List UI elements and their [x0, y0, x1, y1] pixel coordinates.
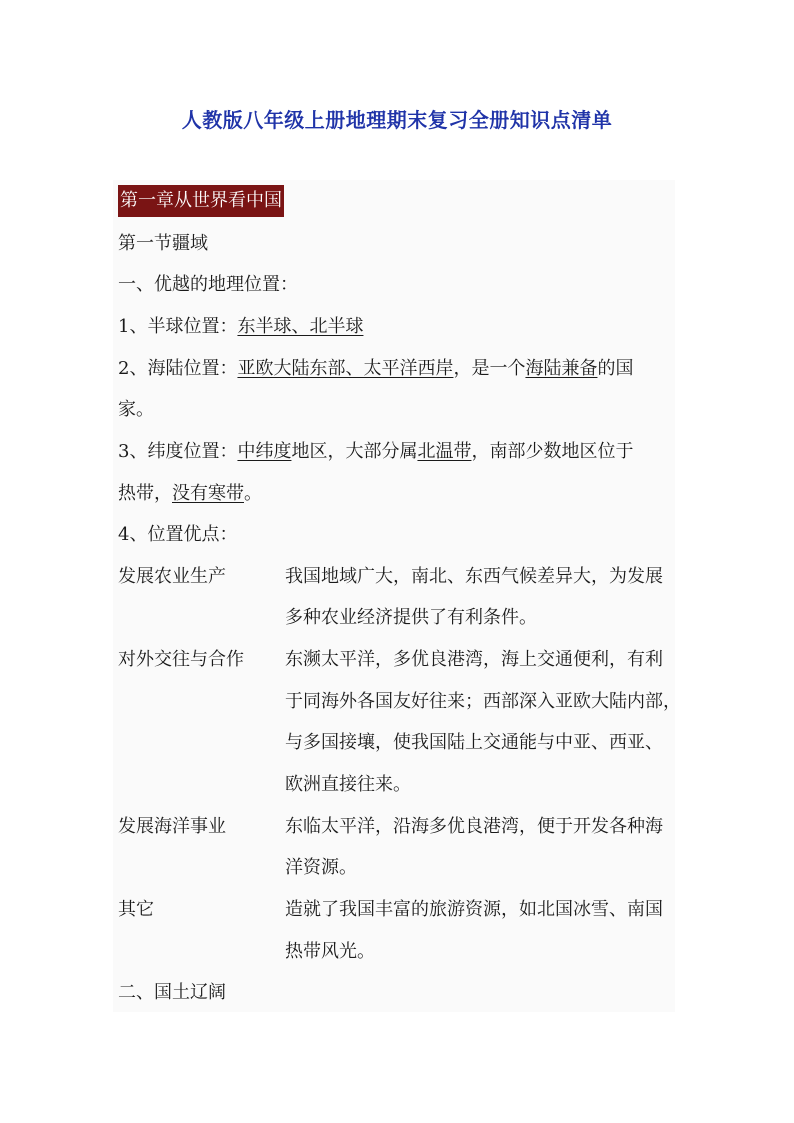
advantage-desc-line: 东临太平洋，沿海多优良港湾，便于开发各种海 [285, 816, 663, 837]
item-text: 地区，大部分属 [291, 441, 418, 462]
advantage-desc-line: 欧洲直接往来。 [285, 774, 411, 795]
item-number: 3 [118, 441, 130, 462]
item-text: 热带， [118, 483, 172, 504]
item-label: 半球位置： [147, 316, 238, 337]
advantage-desc-line: 于同海外各国友好往来；西部深入亚欧大陆内部， [285, 691, 681, 712]
advantage-desc-line: 洋资源。 [285, 857, 357, 878]
advantage-term-other: 其它 [118, 899, 154, 920]
chapter-heading: 第一章从世界看中国 [118, 185, 284, 217]
item-label: 海陆位置： [147, 358, 238, 379]
item-number: 4 [118, 524, 130, 545]
underlined-answer: 亚欧大陆东部、太平洋西岸 [237, 358, 454, 379]
advantage-desc-line: 造就了我国丰富的旅游资源，如北国冰雪、南国 [285, 899, 663, 920]
underlined-answer: 没有寒带 [172, 483, 244, 504]
list-item-advantages [118, 522, 237, 548]
item-label: 位置优点： [147, 524, 238, 545]
item-text: ，南部少数地区位于 [471, 441, 634, 462]
list-item-latitude [118, 439, 633, 465]
advantage-desc-line: 热带风光。 [285, 941, 375, 962]
advantage-term-agriculture: 发展农业生产 [118, 566, 226, 587]
advantage-desc-line: 与多国接壤，使我国陆上交通能与中亚、西亚、 [285, 732, 663, 753]
item-separator: 、 [129, 524, 148, 545]
item-separator: 、 [129, 441, 148, 462]
advantage-desc-line: 多种农业经济提供了有利条件。 [285, 607, 537, 628]
list-item-land-sea-continued: 家。 [118, 399, 154, 420]
list-item-latitude-continued [118, 481, 262, 507]
advantage-desc-line: 我国地域广大，南北、东西气候差异大，为发展 [285, 566, 663, 587]
item-label: 纬度位置： [147, 441, 238, 462]
section-heading: 第一节疆域 [118, 233, 208, 254]
advantage-desc-line: 东濒太平洋，多优良港湾，海上交通便利，有利 [285, 649, 663, 670]
list-item-land-sea [118, 356, 633, 382]
subsection-heading-location: 一、优越的地理位置： [118, 274, 298, 295]
item-separator: 、 [129, 358, 148, 379]
item-text: 的国 [597, 358, 634, 379]
underlined-answer: 北温带 [417, 441, 472, 462]
advantage-term-marine: 发展海洋事业 [118, 816, 226, 837]
subsection-heading-territory: 二、国土辽阔 [118, 982, 226, 1003]
advantage-term-foreign-exchange: 对外交往与合作 [118, 649, 244, 670]
item-text: 。 [244, 483, 262, 504]
underlined-answer: 东半球、北半球 [237, 316, 364, 337]
underlined-answer: 海陆兼备 [525, 358, 598, 379]
item-separator: 、 [129, 316, 148, 337]
content-area [113, 180, 675, 1012]
underlined-answer: 中纬度 [237, 441, 292, 462]
item-text: ，是一个 [453, 358, 526, 379]
item-number: 1 [118, 316, 130, 337]
item-number: 2 [118, 358, 130, 379]
document-title: 人教版八年级上册地理期末复习全册知识点清单 [181, 108, 613, 132]
list-item-hemisphere [118, 314, 363, 340]
